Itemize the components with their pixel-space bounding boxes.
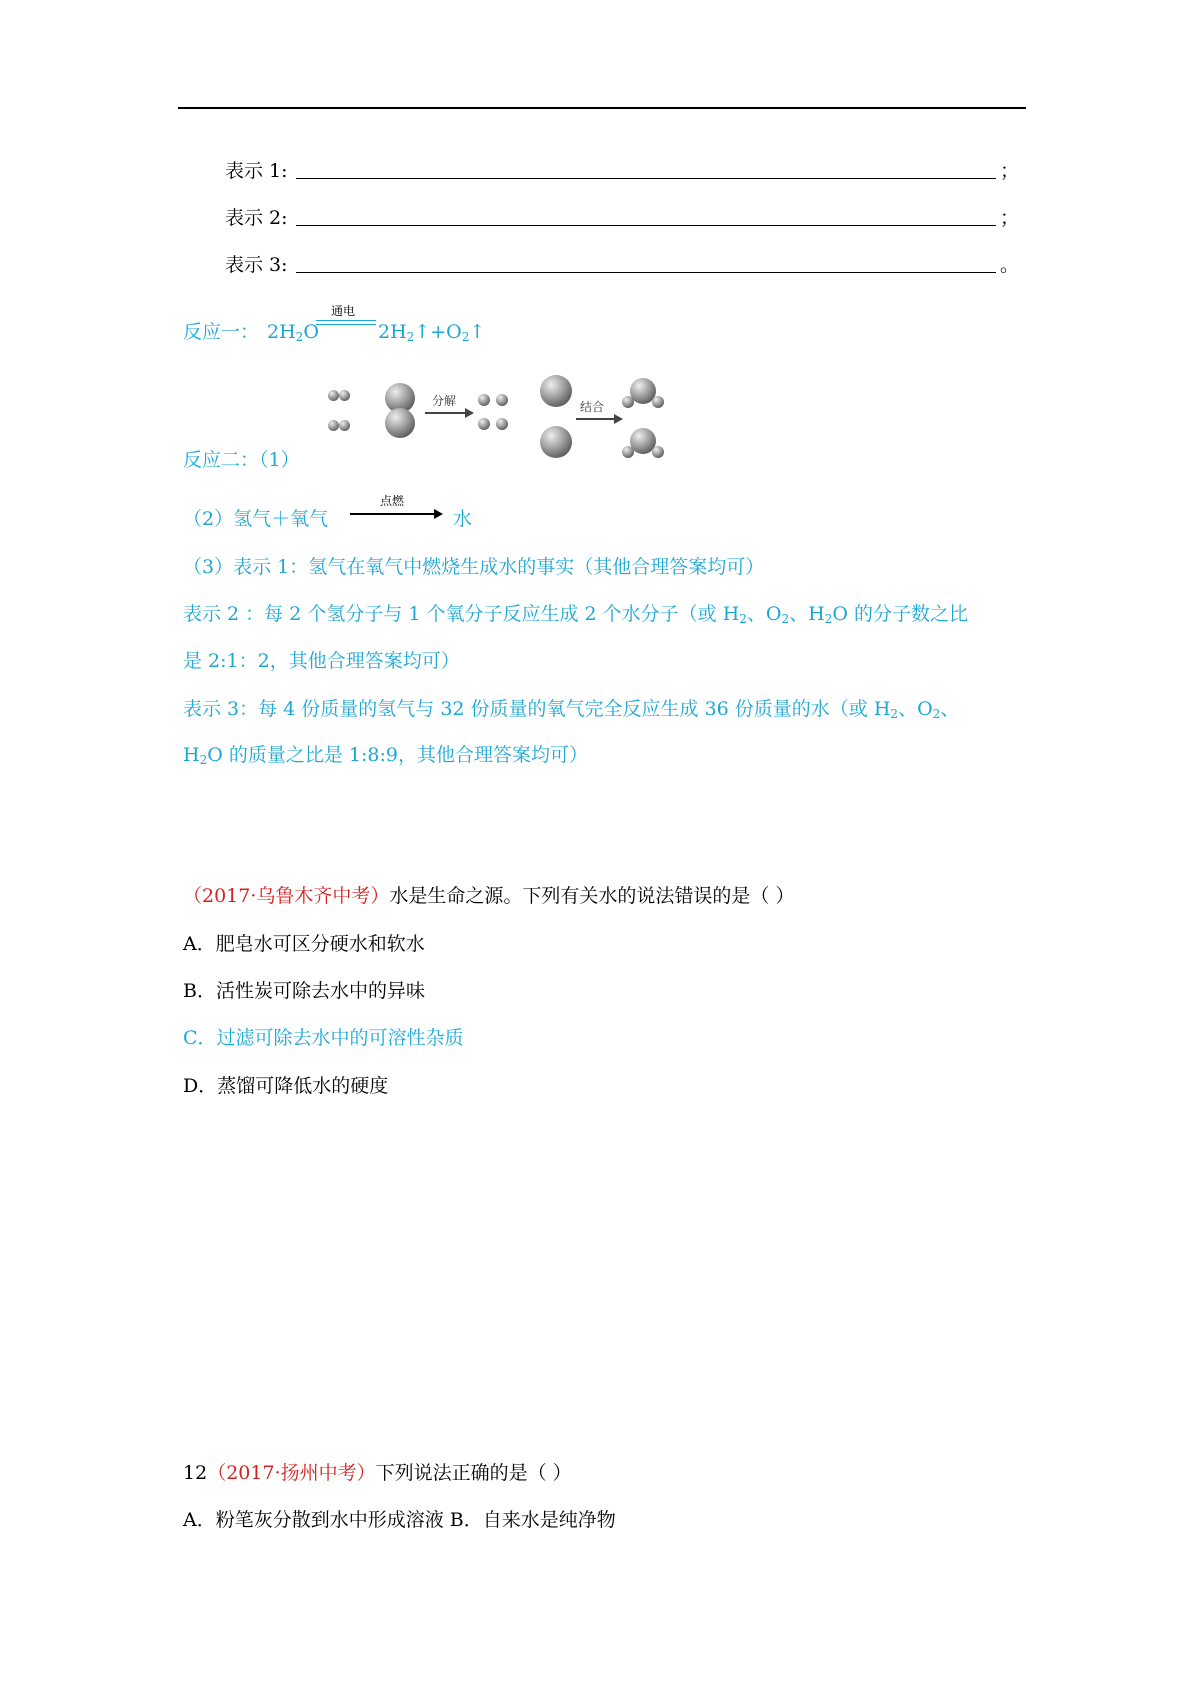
header-rule bbox=[178, 107, 1026, 109]
fill-line-2-label: 表示 2: bbox=[225, 207, 288, 229]
answer-3-line2: $H_2O$ 的质量之比是 1:8:9，其他合理答案均可） bbox=[183, 744, 588, 767]
word-equation-arrow-line bbox=[350, 513, 436, 515]
water-hydrogen-icon bbox=[622, 446, 634, 458]
water-hydrogen-icon bbox=[652, 446, 664, 458]
answer-2-line2: 是 2:1：2，其他合理答案均可） bbox=[183, 650, 460, 672]
answer-1: （3）表示 1：氢气在氧气中燃烧生成水的事实（其他合理答案均可） bbox=[183, 556, 765, 578]
arrow-right-icon bbox=[434, 509, 443, 519]
fill-line-1-blank[interactable] bbox=[296, 178, 996, 179]
reaction1-products: $2H_2↑+O_2↑$ bbox=[378, 321, 486, 344]
question-11-source: （2017·乌鲁木齐中考） bbox=[183, 885, 390, 907]
question-11-option-d[interactable]: D．蒸馏可降低水的硬度 bbox=[183, 1075, 389, 1097]
fill-line-1-end: ； bbox=[1000, 160, 1020, 182]
question-12-options[interactable]: A．粉笔灰分散到水中形成溶液 B．自来水是纯净物 bbox=[183, 1509, 616, 1531]
hydrogen-atom-icon bbox=[339, 390, 350, 401]
arrow-right-icon bbox=[614, 414, 623, 424]
fill-line-2-blank[interactable] bbox=[296, 225, 996, 226]
answer-2-line1: 表示 2 ：每 2 个氢分子与 1 个氧分子反应生成 2 个水分子（或 $H_2$、$O_2$、$H_2O$ 的分子数之比 bbox=[183, 603, 968, 626]
hydrogen-atom-icon bbox=[478, 418, 490, 430]
question-12-stem: 12（2017·扬州中考）下列说法正确的是（ ） bbox=[183, 1462, 572, 1484]
oxygen-atom-icon bbox=[385, 408, 415, 438]
reaction2-prefix: 反应二：（1） bbox=[183, 449, 300, 471]
word-equation-right: 水 bbox=[453, 508, 473, 530]
hydrogen-atom-icon bbox=[496, 418, 508, 430]
question-11-option-a[interactable]: A．肥皂水可区分硬水和软水 bbox=[183, 933, 425, 955]
reaction1-reactant: $2H_2O$ bbox=[267, 321, 319, 344]
hydrogen-atom-icon bbox=[328, 390, 339, 401]
answer-3-line1: 表示 3：每 4 份质量的氢气与 32 份质量的氧气完全反应生成 36 份质量的水（或 $H_2$、$O_2$、 bbox=[183, 698, 960, 721]
oxygen-atom-icon bbox=[540, 426, 572, 458]
water-hydrogen-icon bbox=[652, 396, 664, 408]
fill-line-2-end: ； bbox=[1000, 207, 1020, 229]
hydrogen-atom-icon bbox=[328, 420, 339, 431]
arrow-right-icon bbox=[465, 408, 474, 418]
fill-line-3-blank[interactable] bbox=[296, 272, 996, 273]
water-hydrogen-icon bbox=[622, 396, 634, 408]
arrow-decompose-line bbox=[425, 412, 467, 414]
arrow-decompose-label: 分解 bbox=[432, 394, 457, 408]
question-11-option-c-correct[interactable]: C．过滤可除去水中的可溶性杂质 bbox=[183, 1027, 464, 1049]
question-12-source: （2017·扬州中考） bbox=[207, 1462, 376, 1484]
fill-line-1-label: 表示 1: bbox=[225, 160, 288, 182]
reaction1-equal-top bbox=[316, 320, 376, 321]
fill-line-3-end: 。 bbox=[1000, 254, 1020, 276]
reaction1-condition: 通电 bbox=[331, 304, 356, 318]
hydrogen-atom-icon bbox=[478, 394, 490, 406]
word-equation-left: （2）氢气＋氧气 bbox=[183, 508, 329, 530]
reaction1-prefix: 反应一： bbox=[183, 321, 260, 343]
question-11-option-b[interactable]: B．活性炭可除去水中的异味 bbox=[183, 980, 425, 1002]
word-equation-condition: 点燃 bbox=[380, 494, 405, 508]
question-11-stem: （2017·乌鲁木齐中考）水是生命之源。下列有关水的说法错误的是（ ） bbox=[183, 885, 795, 907]
arrow-combine-label: 结合 bbox=[580, 400, 605, 414]
reaction1-equal-bottom bbox=[316, 324, 376, 325]
arrow-combine-line bbox=[576, 418, 616, 420]
hydrogen-atom-icon bbox=[339, 420, 350, 431]
fill-line-3-label: 表示 3: bbox=[225, 254, 288, 276]
oxygen-atom-icon bbox=[540, 375, 572, 407]
hydrogen-atom-icon bbox=[496, 394, 508, 406]
